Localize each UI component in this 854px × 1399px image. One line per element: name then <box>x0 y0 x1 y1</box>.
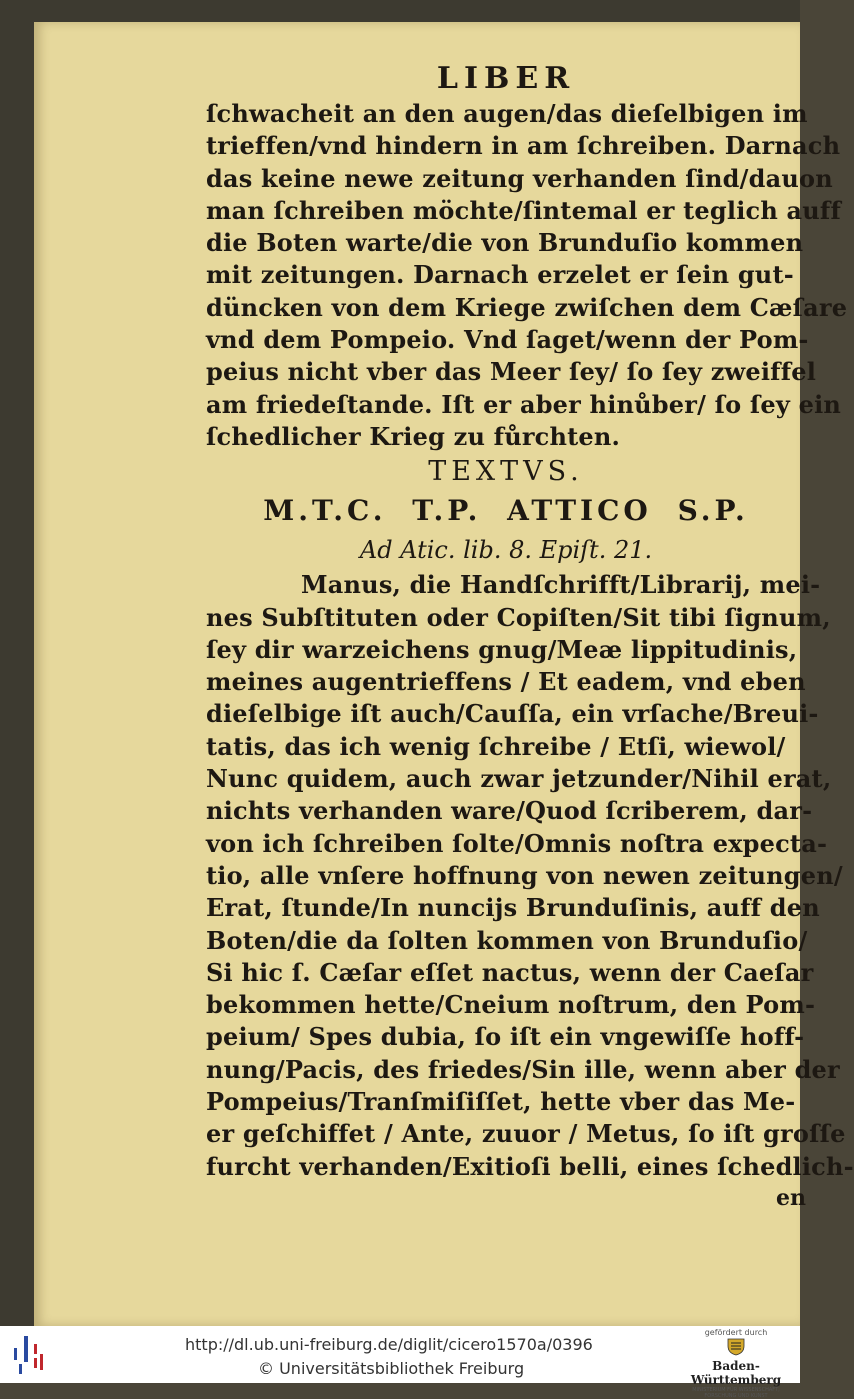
text-line: nung/Pacis, des friedes/Sin ille, wenn aber der <box>206 1054 840 1084</box>
copyright-text: © Universitätsbibliothek Freiburg <box>258 1359 525 1378</box>
text-line: tio, alle vnſere hoffnung von newen zeitungen/ <box>206 860 843 890</box>
sponsor-line: gefördert durch <box>704 1328 768 1337</box>
running-head: LIBER <box>436 61 576 96</box>
text-line: Pompeius/Tranſmiſiſſet, hette vber das Me- <box>206 1087 796 1117</box>
text-line: das keine newe zeitung verhanden ſind/dauon <box>206 163 833 193</box>
text-line: tatis, das ich wenig ſchreibe / Etſi, wiewol/ <box>206 731 786 761</box>
text-line: Boten/die da ſolten kommen von Brunduſio/ <box>206 925 808 955</box>
text-line: mit zeitungen. Darnach erzelet er ſein gut- <box>206 260 794 290</box>
text-line: Nunc quidem, auch zwar jetzunder/Nihil erat, <box>206 764 832 794</box>
text-line: düncken von dem Kriege zwiſchen dem Cæſare <box>206 292 848 322</box>
sponsor-block <box>676 1328 796 1399</box>
text-line: er geſchiffet / Ante, zuuor / Metus, ſo iſt groſſe <box>206 1119 846 1149</box>
text-line: meines augentrieffens / Et eadem, vnd eben <box>206 667 806 697</box>
text-line: nichts verhanden ware/Quod ſcriberem, dar- <box>206 796 813 826</box>
text-line: furcht verhanden/Exitioſi belli, eines ſchedlich- <box>206 1151 854 1181</box>
sponsor-subtitle: MINISTERIUM FÜR WISSENSCHAFT, FORSCHUNG UND KUNST <box>692 1387 780 1399</box>
paragraph-text <box>206 569 854 1183</box>
text-line: peium/ Spes dubia, ſo iſt ein vngewiſſe hoff- <box>206 1022 805 1052</box>
paragraph-summary <box>206 98 848 453</box>
ub-freiburg-logo-icon <box>10 1334 50 1376</box>
section-heading: TEXTVS. <box>428 456 584 488</box>
text-line: trieffen/vnd hindern in am ſchreiben. Darnach <box>206 131 841 161</box>
catchword: en <box>776 1184 806 1211</box>
footer-bar <box>0 1326 800 1399</box>
text-line: vnd dem Pompeio. Vnd ſaget/wenn der Pom- <box>206 325 809 355</box>
permalink-url[interactable]: http://dl.ub.uni-freiburg.de/diglit/cicero1570a/0396 <box>185 1335 593 1354</box>
text-line: bekommen hette/Cneium noſtrum, den Pom- <box>206 990 816 1020</box>
text-line: Erat, ſtunde/In nuncijs Brunduſinis, auff den <box>206 893 820 923</box>
text-line: ſchedlicher Krieg zu fůrchten. <box>206 421 621 451</box>
text-block <box>206 60 854 1213</box>
text-line: dieſelbige iſt auch/Cauſſa, ein vrſache/Breui- <box>206 699 819 729</box>
coat-of-arms-icon <box>723 1337 749 1355</box>
text-line: man ſchreiben möchte/ſintemal er teglich auff <box>206 195 841 225</box>
text-line: am friedeſtande. Iſt er aber hinůber/ ſo ſey ein <box>206 389 842 419</box>
text-line: peius nicht vber das Meer ſey/ ſo ſey zweiffel <box>206 357 817 387</box>
text-line: Manus, die Handſchrifft/Librarij, mei- <box>301 570 821 600</box>
text-line: nes Subſtituten oder Copiſten/Sit tibi ſignum, <box>206 602 831 632</box>
letter-address: M.T.C. T.P. ATTICO S.P. <box>263 494 749 528</box>
text-line: ſey dir warzeichens gnug/Meæ lippitudinis, <box>206 634 798 664</box>
sponsor-name: Baden-Württemberg <box>690 1359 782 1387</box>
text-line: ſchwacheit an den augen/das dieſelbigen im <box>206 99 808 128</box>
letter-reference: Ad Atic. lib. 8. Epiſt. 21. <box>359 536 653 565</box>
book-page <box>34 22 854 1326</box>
text-line: die Boten warte/die von Brunduſio kommen <box>206 228 804 258</box>
text-line: Si hic ſ. Cæſar eſſet nactus, wenn der Caeſar <box>206 957 814 987</box>
text-line: von ich ſchreiben ſolte/Omnis noſtra expecta- <box>206 828 828 858</box>
